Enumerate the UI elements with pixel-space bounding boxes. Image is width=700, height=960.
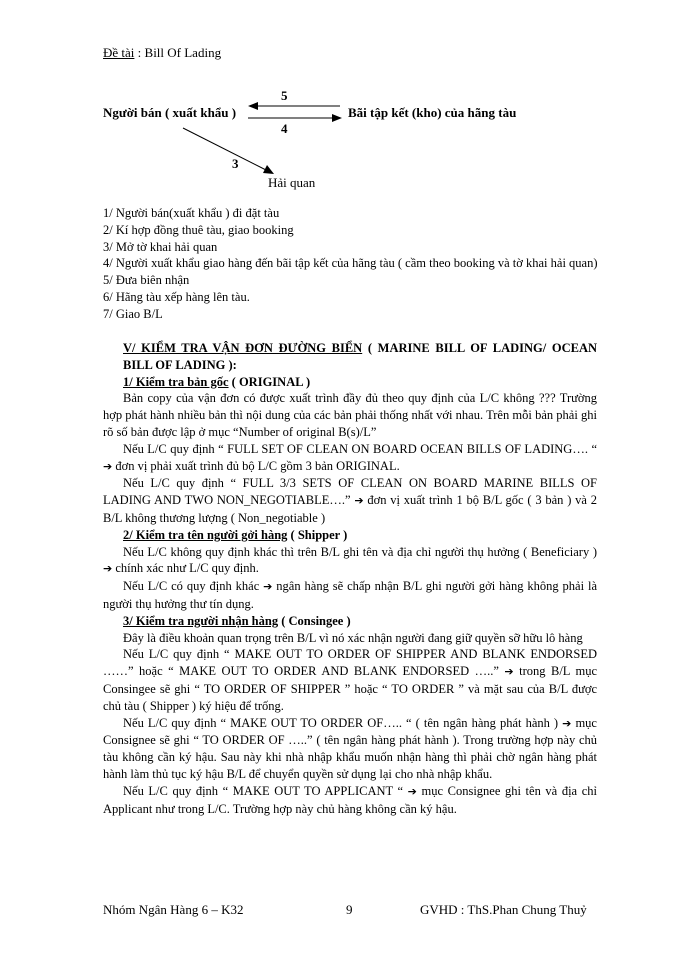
paragraph: Nếu L/C quy định “ FULL SET OF CLEAN ON BOARD OCEAN BILLS OF LADING…. “ ➔ đơn vị phải xuất trình đủ bộ L/C gồm 3 bản ORIGINAL. [103, 441, 597, 473]
arrow-icon: ➔ [103, 562, 113, 576]
list-item: 6/ Hãng tàu xếp hàng lên tàu. [103, 289, 250, 304]
paragraph: Bản copy của vận đơn có được xuất trình đầy đủ theo quy định của L/C không ??? Trường hợp phát hành nhiều bản thì nội dung của các bản phải thống nhất với nhau. Trên mỗi bản phải ghi rõ số bản được lập ở mục “Number of original B(s)/L” [103, 391, 597, 439]
arrow-icon: ➔ [354, 494, 364, 508]
list-item: 3/ Mở tờ khai hải quan [103, 239, 218, 254]
header-label: Đề tài [103, 45, 135, 60]
subsection-consignee: 3/ Kiểm tra người nhận hàng ( Consingee ) [123, 613, 351, 628]
flow-diagram [0, 0, 700, 200]
footer-group: Nhóm Ngân Hàng 6 – K32 [103, 902, 244, 917]
paragraph: Nếu L/C có quy định khác ➔ ngân hàng sẽ chấp nhận B/L ghi người gởi hàng không phải là người thụ hưởng thư tín dụng. [103, 579, 598, 611]
paragraph: Nếu L/C quy định “ MAKE OUT TO APPLICANT “ ➔ mục Consignee ghi tên và địa chỉ Applicant như trong L/C. Trường hợp này chủ hàng không cần ký hậu. [103, 783, 597, 816]
paragraph: Nếu L/C quy định “ MAKE OUT TO ORDER OF SHIPPER AND BLANK ENDORSED ……” hoặc “ MAKE OUT TO ORDER AND BLANK ENDORSED …..” ➔ trong B/L mục Consingee sẽ ghi “ TO ORDER OF SHIPPER ” hoặc “ TO ORDER ” và mặt sau của B/L được chủ tàu ( Shipper ) ký hiệu để trống. [103, 647, 598, 713]
arrow-icon: ➔ [103, 459, 113, 473]
page-number: 9 [346, 902, 353, 917]
list-item: 1/ Người bán(xuất khẩu ) đi đặt tàu [103, 206, 280, 220]
arrow-4-head [332, 114, 342, 122]
subsection-original: 1/ Kiểm tra bản gốc ( ORIGINAL ) [123, 374, 311, 389]
arrow-4-label: 4 [281, 121, 288, 136]
document-body [103, 340, 597, 817]
list-item: 2/ Kí hợp đồng thuê tàu, giao booking [103, 222, 294, 237]
arrow-3-label: 3 [232, 156, 239, 171]
list-item: 4/ Người xuất khẩu giao hàng đến bãi tập kết của hãng tàu ( cầm theo booking và tờ khai hải quan) [103, 256, 598, 271]
section-title: V/ KIỂM TRA VẬN ĐƠN ĐƯỜNG BIỂN ( MARINE BILL OF LADING/ OCEAN BILL OF LADING ): [123, 341, 597, 372]
step-list [103, 205, 603, 323]
arrow-icon: ➔ [407, 784, 417, 798]
arrow-icon: ➔ [504, 665, 514, 679]
yard-node: Bãi tập kết (kho) của hãng tàu [348, 105, 517, 120]
paragraph: Đây là điều khoản quan trọng trên B/L vì nó xác nhận người đang giữ quyền sỡ hữu lô hàng [123, 630, 583, 645]
paragraph: Nếu L/C không quy định khác thì trên B/L ghi tên và địa chỉ người thụ hưởng ( Beneficiary ) ➔ chính xác như L/C quy định. [103, 544, 597, 576]
arrow-icon: ➔ [562, 716, 572, 730]
header-topic: : Bill Of Lading [134, 45, 222, 60]
footer-advisor: GVHD : ThS.Phan Chung Thuỷ [420, 902, 587, 917]
arrow-5-label: 5 [281, 88, 288, 103]
arrow-3-line [183, 128, 270, 172]
list-item: 7/ Giao B/L [103, 306, 163, 321]
paragraph: Nếu L/C quy định “ FULL 3/3 SETS OF CLEAN ON BOARD MARINE BILLS OF LADING AND TWO NON_NEGOTIABLE….” ➔ đơn vị xuất trình 1 bộ B/L gốc ( 3 bản ) và 2 B/L không thương lượng ( Non_negotiable ) [103, 476, 597, 525]
subsection-shipper: 2/ Kiểm tra tên người gởi hàng ( Shipper ) [123, 527, 348, 542]
list-item: 5/ Đưa biên nhận [103, 273, 190, 288]
seller-node: Người bán ( xuất khẩu ) [103, 105, 237, 120]
arrow-5-head [248, 102, 258, 110]
paragraph: Nếu L/C quy định “ MAKE OUT TO ORDER OF….. “ ( tên ngân hàng phát hành ) ➔ mục Consignee sẽ ghi “ TO ORDER OF …..” ( tên ngân hàng phát hành ). Trong trường hợp này chủ tàu không cần ký hậu. Sau này khi nhà nhập khẩu muốn nhận hàng thì phải chờ ngân hàng phát hành làm thủ tục ký hậu B/L để chuyển quyền sử dụng lại cho nhà nhập khẩu. [103, 715, 597, 781]
customs-node: Hải quan [268, 175, 316, 190]
arrow-icon: ➔ [263, 580, 273, 594]
